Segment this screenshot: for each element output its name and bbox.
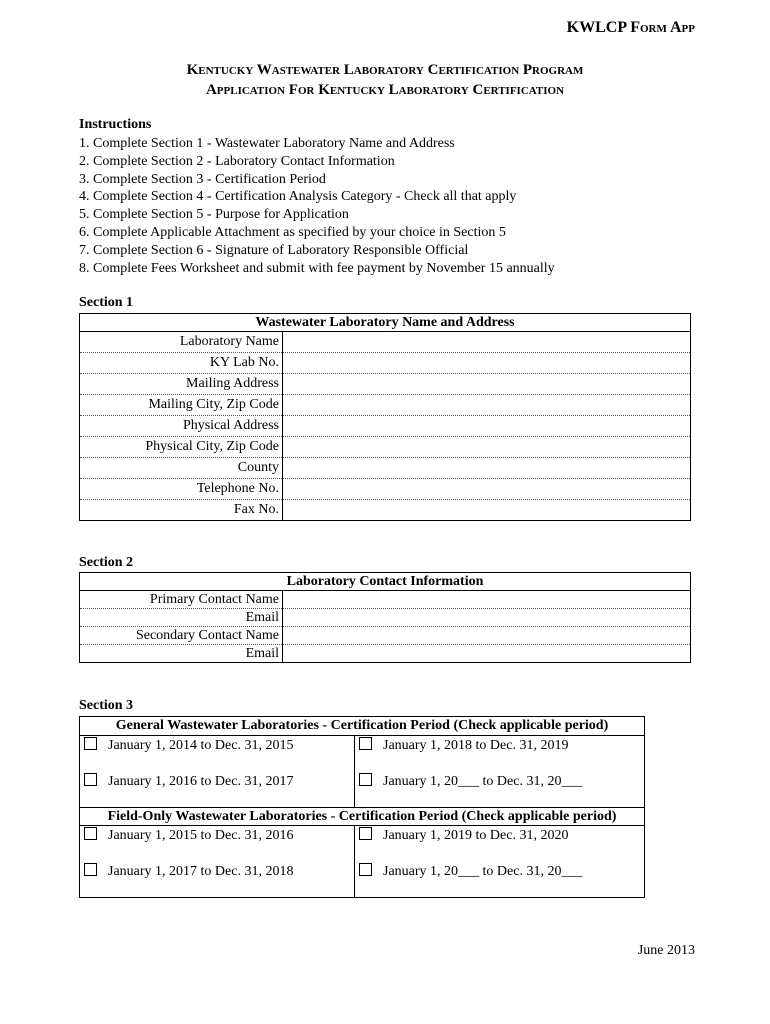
checkbox[interactable] [359,773,372,786]
field-label: Mailing City, Zip Code [80,395,283,416]
section2-table [79,572,691,663]
field-period-option[interactable]: January 1, 2015 to Dec. 31, 2016 [84,827,293,844]
instruction-item: 7. Complete Section 6 - Signature of Laboratory Responsible Official [79,242,469,258]
checkbox[interactable] [359,737,372,750]
field-period-option[interactable]: January 1, 2019 to Dec. 31, 2020 [359,827,568,844]
instruction-item: 1. Complete Section 1 - Wastewater Laboratory Name and Address [79,136,455,151]
field-label: Fax No. [80,500,283,521]
physical-city-zip-field[interactable] [283,437,691,458]
instruction-item: 5. Complete Section 5 - Purpose for Application [79,207,349,223]
instructions-heading: Instructions [79,117,152,132]
instruction-item: 6. Complete Applicable Attachment as specified by your choice in Section 5 [79,224,506,240]
field-label: Mailing Address [80,374,283,395]
field-label: Email [80,609,283,627]
section3-box [79,716,645,898]
application-title: Application For Kentucky Laboratory Certification [205,82,565,98]
general-period-option[interactable]: January 1, 20___ to Dec. 31, 20___ [359,773,582,790]
county-field[interactable] [283,458,691,479]
checkbox[interactable] [84,773,97,786]
field-label: Primary Contact Name [80,591,283,609]
instructions-list [79,135,555,277]
general-period-option[interactable]: January 1, 2016 to Dec. 31, 2017 [84,773,293,790]
section1-table [79,313,691,521]
section1-header: Wastewater Laboratory Name and Address [80,314,691,332]
telephone-field[interactable] [283,479,691,500]
field-period-option[interactable]: January 1, 2017 to Dec. 31, 2018 [84,863,293,880]
mailing-address-field[interactable] [283,374,691,395]
ky-lab-no-field[interactable] [283,353,691,374]
checkbox[interactable] [84,737,97,750]
section3-label: Section 3 [79,698,134,713]
field-label: Physical City, Zip Code [80,437,283,458]
general-period-header: General Wastewater Laboratories - Certification Period (Check applicable period) [115,718,609,733]
field-label: Physical Address [80,416,283,437]
mailing-city-zip-field[interactable] [283,395,691,416]
primary-contact-name-field[interactable] [283,591,691,609]
checkbox[interactable] [84,827,97,840]
field-only-period-header: Field-Only Wastewater Laboratories - Certification Period (Check applicable period) [107,809,617,824]
secondary-contact-name-field[interactable] [283,627,691,645]
instruction-item: 3. Complete Section 3 - Certification Period [79,171,326,187]
footer-date: June 2013 [637,943,695,958]
section1-label: Section 1 [79,295,134,310]
section2-label: Section 2 [79,555,134,570]
instruction-item: 2. Complete Section 2 - Laboratory Contact Information [79,153,395,169]
field-label: Telephone No. [80,479,283,500]
general-period-option[interactable]: January 1, 2014 to Dec. 31, 2015 [84,737,293,754]
field-period-option[interactable]: January 1, 20___ to Dec. 31, 20___ [359,863,582,880]
general-period-option[interactable]: January 1, 2018 to Dec. 31, 2019 [359,737,568,754]
checkbox[interactable] [84,863,97,876]
primary-email-field[interactable] [283,609,691,627]
instruction-item: 4. Complete Section 4 - Certification Analysis Category - Check all that apply [79,189,517,205]
physical-address-field[interactable] [283,416,691,437]
laboratory-name-field[interactable] [283,332,691,353]
form-code: KWLCP Form App [566,19,695,36]
checkbox[interactable] [359,827,372,840]
field-label: Secondary Contact Name [80,627,283,645]
fax-field[interactable] [283,500,691,521]
section2-header: Laboratory Contact Information [80,573,691,591]
field-label: Laboratory Name [80,332,283,353]
instruction-item: 8. Complete Fees Worksheet and submit with fee payment by November 15 annually [79,260,555,276]
checkbox[interactable] [359,863,372,876]
field-label: Email [80,645,283,663]
program-title: Kentucky Wastewater Laboratory Certification Program [186,62,584,78]
field-label: County [80,458,283,479]
secondary-email-field[interactable] [283,645,691,663]
field-label: KY Lab No. [80,353,283,374]
